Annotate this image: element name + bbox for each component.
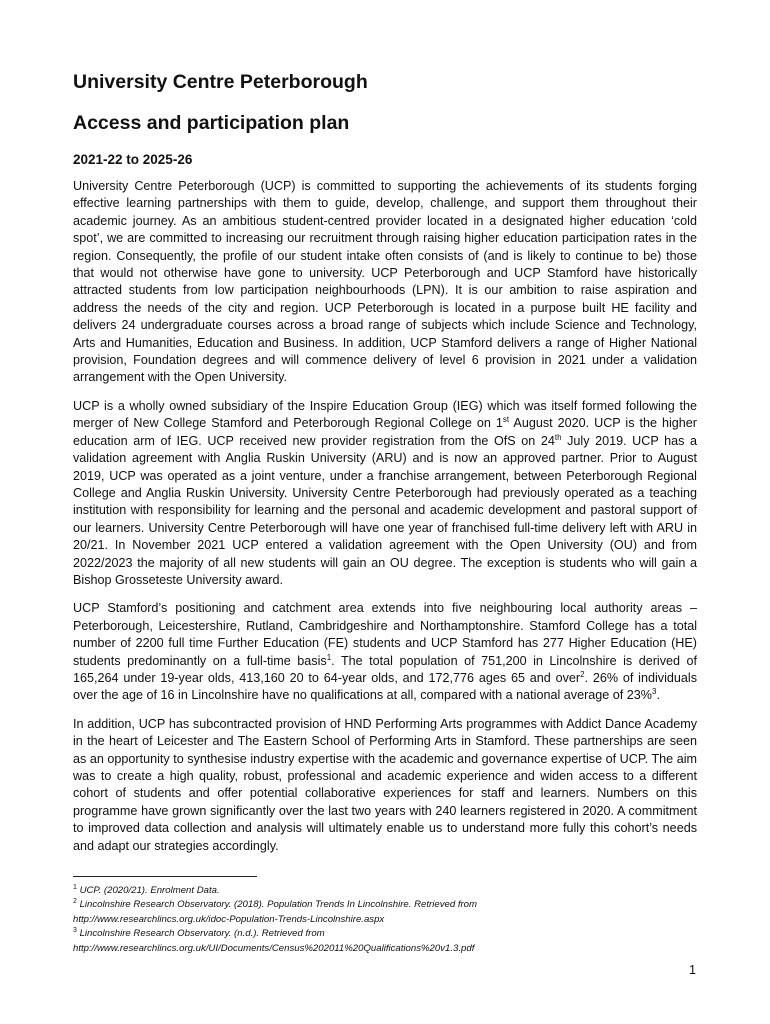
paragraph-intro: University Centre Peterborough (UCP) is committed to supporting the achievements of its students forging effective learning partnerships with them to guide, develop, challenge, and support them throughout their academic journey. As an ambitious student-centred provider located in a designated higher education ‘cold spot’, we are committed to increasing our recruitment through raising higher education participation rates in the region. Consequently, the profile of our student intake often consists of (and is likely to continue to be) those that would not otherwise have gone to university. UCP Peterborough and UCP Stamford have historically attracted students from low participation neighbourhoods (LPN). It is our ambition to raise aspiration and address the needs of the city and region. UCP Peterborough is located in a purpose built HE facility and delivers 24 undergraduate courses across a broad range of subjects which include Science and Technology, Arts and Humanities, Education and Business. In addition, UCP Stamford delivers a range of Higher National provision, Foundation degrees and will commence delivery of level 6 provision in 2021 under a validation arrangement with the Open University. — [73, 179, 697, 385]
footnote-number: 1 — [73, 884, 77, 891]
footnote-1 — [73, 884, 697, 898]
document-body — [73, 68, 697, 855]
footnote-text: Lincolnshire Research Observatory. (n.d.). Retrieved from — [76, 928, 325, 940]
footnote-text: Lincolnshire Research Observatory. (2018). Population Trends In Lincolnshire. Retrieved from — [76, 899, 478, 911]
footnote-divider — [73, 876, 257, 877]
paragraph-subcontracted: In addition, UCP has subcontracted provision of HND Performing Arts programmes with Addict Dance Academy in the heart of Leicester and The Eastern School of Performing Arts in Stamford. These partnerships are seen as an opportunity to synthesise industry expertise with the academic and governance expertise of UCP. The aim was to create a high quality, robust, professional and academic experience and widen access to a different cohort of students and offer potential collaborative experiences for staff and learners. Numbers on this programme have grown significantly over the last two years with 240 learners registered in 2020. A commitment to improved data collection and analysis will ultimately enable us to understand more fully this cohort’s needs and adapt our strategies accordingly. — [73, 716, 697, 853]
footnote-number: 3 — [73, 927, 77, 935]
footnotes — [73, 884, 697, 956]
paragraph-catchment — [73, 600, 697, 704]
footnote-ref[interactable]: 1 — [326, 652, 332, 662]
text-run: July 2019. UCP has a validation agreement with Anglia Ruskin University (ARU) and is now an approved partner. Prior to August 2019, UCP was operated as a joint venture, under a franchise arrangement, between Peterborough Regional College and Anglia Ruskin University. University Centre Peterborough had previously operated as a teaching institution with responsibility for learning and the personal and academic development and pastoral support of our learners. University Centre Peterborough will have one year of franchised full-time delivery left with ARU in 20/21. In November 2021 UCP entered a validation agreement with the Open University (OU) and from 2022/2023 the majority of all new students will gain an OU degree. The exception is students who will gain a Bishop Grosseteste University award. — [73, 433, 698, 587]
ordinal-suffix: th — [554, 432, 562, 442]
text-run: UCP Stamford’s positioning and catchment area extends into five neighbouring local authority areas – Peterborough, Leicestershire, Rutland, Cambridgeshire and Northamptonshire. Stamford College has a total number of 2200 full time Further Education (FE) students and UCP Stamford has 277 Higher Education (HE) students predominantly on a full-time basis — [73, 601, 697, 668]
footnote-link[interactable]: http://www.researchlincs.org.uk/idoc-Population-Trends-Lincolnshire.aspx — [73, 913, 385, 925]
paragraph-ownership — [73, 398, 697, 589]
footnote-link[interactable]: http://www.researchlincs.org.uk/UI/Documents/Census%202011%20Qualifications%20v1.3.pdf — [73, 942, 475, 954]
page-number: 1 — [688, 963, 696, 977]
document-subtitle: Access and participation plan — [73, 112, 350, 134]
footnote-ref[interactable]: 2 — [580, 669, 585, 679]
text-run: . 26% of individuals over the age of 16 in Lincolnshire have no qualifications at all, compared with a national average of 23% — [73, 670, 697, 703]
footnote-text: UCP. (2020/21). Enrolment Data. — [76, 885, 220, 896]
footnote-3 — [73, 927, 697, 956]
text-run: UCP is a wholly owned subsidiary of the Inspire Education Group (IEG) which was itself formed following the merger of New College Stamford and Peterborough Regional College on 1 — [73, 398, 697, 431]
text-run: August 2020. UCP is the higher education arm of IEG. UCP received new provider registration from the OfS on 24 — [73, 416, 697, 448]
text-run: . The total population of 751,200 in Lincolnshire is derived of 165,264 under 19-year olds, 413,160 20 to 64-year olds, and 172,776 ages 65 and over — [73, 653, 697, 685]
plan-period: 2021-22 to 2025-26 — [73, 152, 193, 167]
ordinal-suffix: st — [502, 415, 510, 425]
footnote-2 — [73, 898, 697, 927]
footnote-ref[interactable]: 3 — [651, 687, 657, 697]
text-run: . — [656, 688, 660, 703]
footnote-number: 2 — [73, 898, 77, 906]
document-title: University Centre Peterborough — [73, 71, 368, 93]
